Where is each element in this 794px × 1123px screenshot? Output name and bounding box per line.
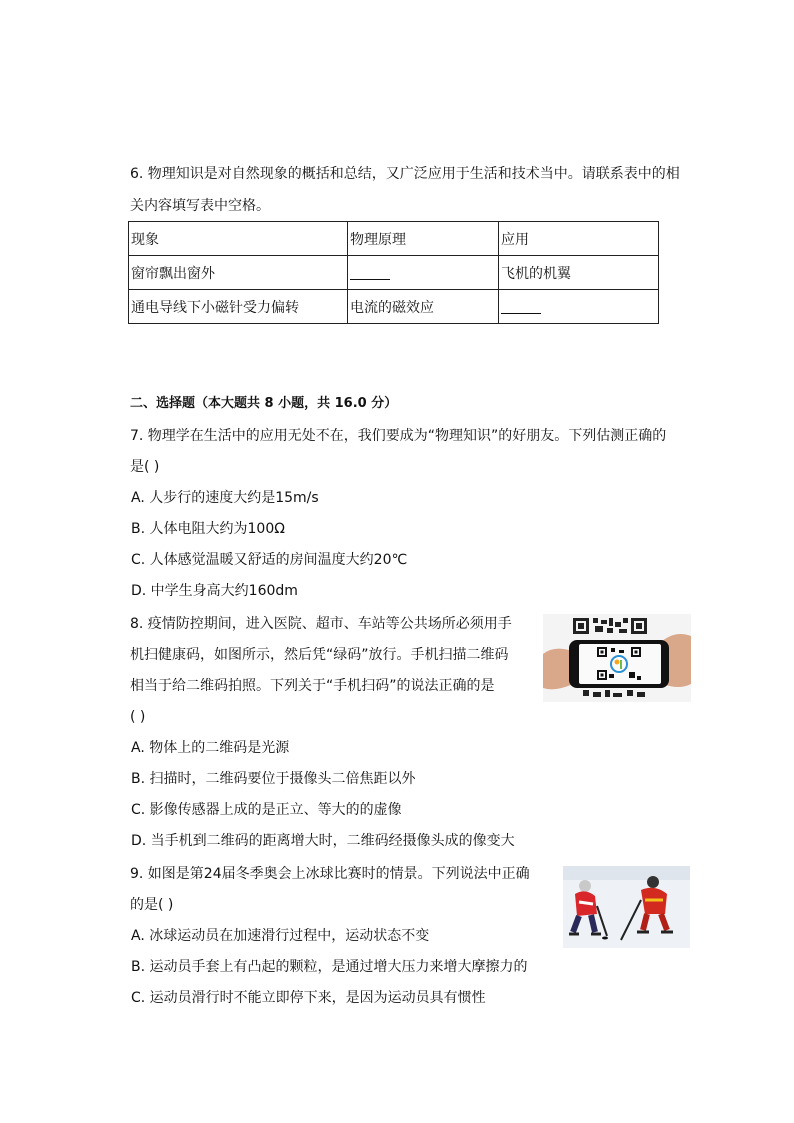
table-header-principle: 物理原理 (348, 222, 499, 256)
table-cell-phenomenon: 通电导线下小磁针受力偏转 (129, 290, 348, 324)
q8-stem-line3: 相当于给二维码拍照。下列关于“手机扫码”的说法正确的是 (130, 678, 495, 694)
q7-option-a[interactable]: A. 人步行的速度大约是15m/s (131, 490, 319, 506)
q7-stem-line2: 是( ) (130, 459, 160, 475)
qr-scan-illustration (543, 614, 691, 702)
q9-option-c[interactable]: C. 运动员滑行时不能立即停下来，是因为运动员具有惯性 (131, 990, 486, 1006)
table-cell-principle-blank (348, 256, 499, 290)
screen-logo-dot (615, 660, 620, 665)
q8-stem-line1: 8. 疫情防控期间，进入医院、超市、车站等公共场所必须用手 (130, 616, 512, 632)
q9-option-b[interactable]: B. 运动员手套上有凸起的颗粒，是通过增大压力来增大摩擦力的 (131, 959, 528, 975)
ice-hockey-illustration (563, 866, 690, 948)
answer-blank[interactable] (501, 299, 541, 314)
q8-stem-line2: 机扫健康码，如图所示，然后凭“绿码”放行。手机扫描二维码 (130, 647, 509, 663)
table-row (129, 290, 659, 324)
table-header-application: 应用 (499, 222, 659, 256)
ice-hockey-image (563, 866, 690, 948)
q7-option-d[interactable]: D. 中学生身高大约160dm (131, 583, 298, 599)
q6-table (128, 221, 659, 324)
q7-stem-line1: 7. 物理学在生活中的应用无处不在，我们要成为“物理知识”的好朋友。下列估测正确的 (130, 428, 667, 444)
table-header-phenomenon: 现象 (129, 222, 348, 256)
q6-stem-line1: 6. 物理知识是对自然现象的概括和总结，又广泛应用于生活和技术当中。请联系表中的相 (130, 166, 680, 182)
table-cell-application-blank (499, 290, 659, 324)
rink-boards (563, 866, 690, 880)
q6-stem-line2: 关内容填写表中空格。 (130, 198, 270, 214)
q9-option-a[interactable]: A. 冰球运动员在加速滑行过程中，运动状态不变 (131, 928, 430, 944)
screen-logo (611, 656, 627, 672)
table-header-row (129, 222, 659, 256)
q8-option-d[interactable]: D. 当手机到二维码的距离增大时，二维码经摄像头成的像变大 (131, 833, 515, 849)
section-title: 二、选择题（本大题共 8 小题，共 16.0 分） (130, 396, 398, 411)
puck (602, 937, 608, 940)
table-cell-phenomenon: 窗帘飘出窗外 (129, 256, 348, 290)
q9-stem-line2: 的是( ) (130, 897, 174, 913)
q8-option-c[interactable]: C. 影像传感器上成的是正立、等大的的虚像 (131, 802, 402, 818)
left-hand (543, 649, 573, 690)
q8-option-a[interactable]: A. 物体上的二维码是光源 (131, 740, 290, 756)
table-row (129, 256, 659, 290)
table-cell-application: 飞机的机翼 (499, 256, 659, 290)
q9-stem-line1: 9. 如图是第24届冬季奥会上冰球比赛时的情景。下列说法中正确 (130, 866, 530, 882)
q8-stem-line4: ( ) (130, 709, 146, 725)
table-cell-principle: 电流的磁效应 (348, 290, 499, 324)
qr-scan-image (543, 614, 691, 702)
q7-option-b[interactable]: B. 人体电阻大约为100Ω (131, 521, 285, 537)
answer-blank[interactable] (350, 265, 390, 280)
q8-option-b[interactable]: B. 扫描时，二维码要位于摄像头二倍焦距以外 (131, 771, 416, 787)
q7-option-c[interactable]: C. 人体感觉温暖又舒适的房间温度大约20℃ (131, 552, 408, 568)
